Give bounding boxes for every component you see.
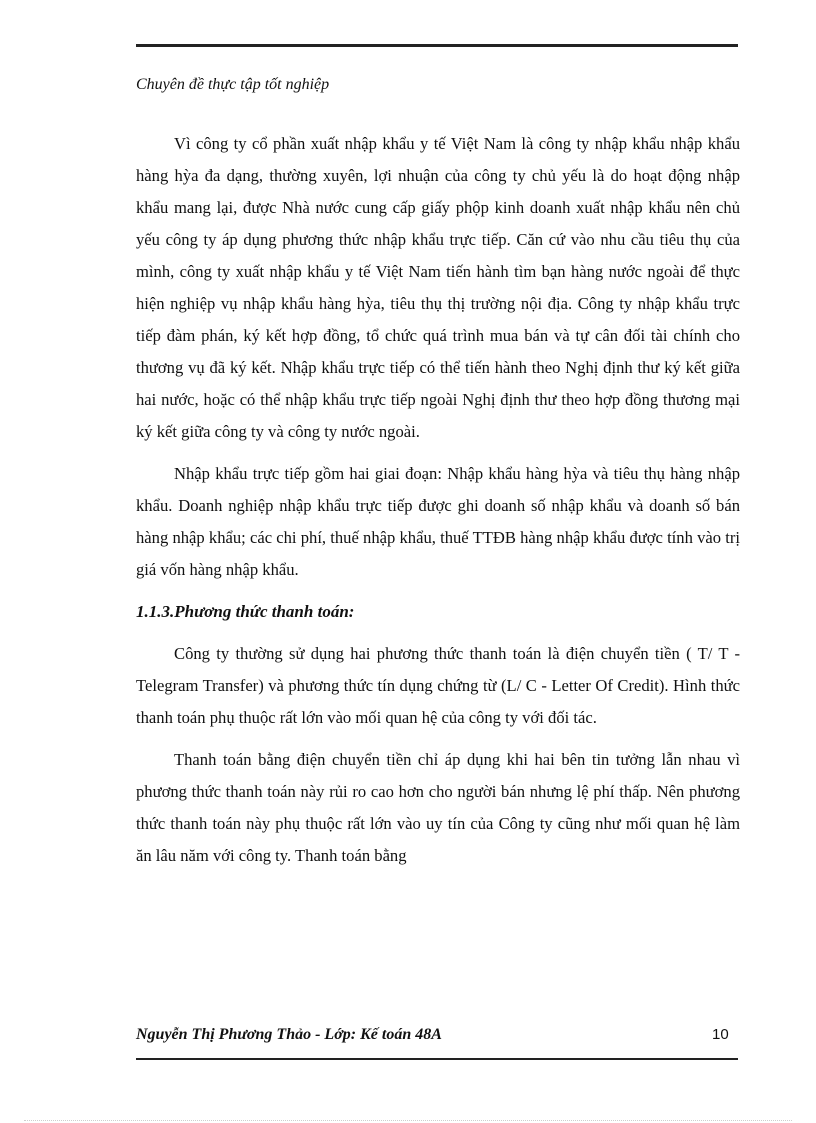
paragraph-direct-import: Vì công ty cổ phần xuất nhập khẩu y tế Việt Nam là công ty nhập khẩu nhập khẩu hàng hỳa đa dạng, thường xuyên, lợi nhuận của công ty chủ yếu là do hoạt động nhập khẩu mang lại, được Nhà nước cung cấp giấy phộp kinh doanh xuất nhập khẩu nên chủ yếu công ty áp dụng phương thức nhập khẩu trực tiếp. Căn cứ vào nhu cầu tiêu thụ của mình, công ty xuất nhập khẩu y tế Việt Nam tiến hành tìm bạn hàng nước ngoài để thực hiện nghiệp vụ nhập khẩu hàng hỳa, tiêu thụ thị trường nội địa. Công ty nhập khẩu trực tiếp đàm phán, ký kết hợp đồng, tổ chức quá trình mua bán và tự cân đối tài chính cho thương vụ đã ký kết. Nhập khẩu trực tiếp có thể tiến hành theo Nghị định thư ký kết giữa hai nước, hoặc có thể nhập khẩu trực tiếp ngoài Nghị định thư theo hợp đồng thương mại ký kết giữa công ty và công ty nước ngoài. xyxy=(136,134,740,441)
header-rule xyxy=(136,44,738,47)
page-number: 10 xyxy=(712,1026,729,1043)
footer-rule xyxy=(136,1058,738,1060)
page-edge-divider xyxy=(24,1120,792,1121)
paragraph-payment-methods: Công ty thường sử dụng hai phương thức thanh toán là điện chuyển tiền ( T/ T - Telegram Transfer) và phương thức tín dụng chứng từ (L/ C - Letter Of Credit). Hình thức thanh toán phụ thuộc rất lớn vào mối quan hệ của công ty với đối tác. xyxy=(136,644,740,727)
section-heading: 1.1.3.Phương thức thanh toán: xyxy=(136,602,355,621)
paragraph-import-stages: Nhập khẩu trực tiếp gồm hai giai đoạn: Nhập khẩu hàng hỳa và tiêu thụ hàng nhập khẩu. Doanh nghiệp nhập khẩu trực tiếp được ghi doanh số nhập khẩu và doanh số bán hàng nhập khẩu; các chi phí, thuế nhập khẩu, thuế TTĐB hàng nhập khẩu được tính vào trị giá vốn hàng nhập khẩu. xyxy=(136,464,740,579)
paragraph-wire-transfer: Thanh toán bằng điện chuyển tiền chỉ áp dụng khi hai bên tin tưởng lẫn nhau vì phương thức thanh toán này rủi ro cao hơn cho người bán nhưng lệ phí thấp. Nên phương thức thanh toán này phụ thuộc rất lớn vào uy tín của Công ty cũng như mối quan hệ làm ăn lâu năm với công ty. Thanh toán bằng xyxy=(136,750,740,865)
page-body xyxy=(136,128,740,872)
document-header-title: Chuyên đề thực tập tốt nghiệp xyxy=(136,76,330,93)
footer-author: Nguyễn Thị Phương Thảo - Lớp: Kế toán 48A xyxy=(136,1026,442,1043)
